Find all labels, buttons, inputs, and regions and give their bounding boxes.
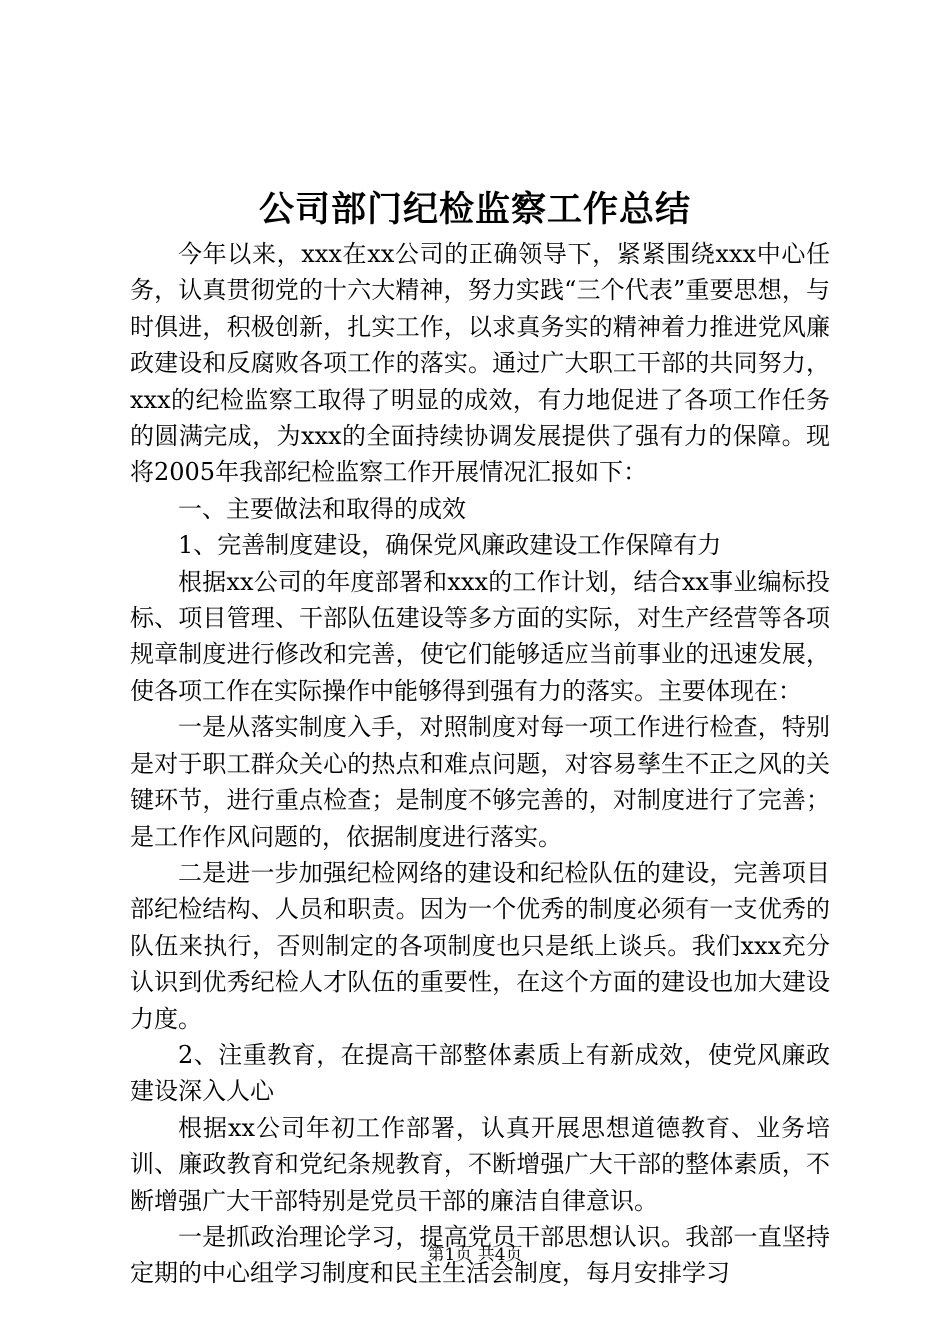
document-title: 公司部门纪检监察工作总结 bbox=[258, 189, 691, 230]
section-heading-1: 一、主要做法和取得的成效 bbox=[178, 494, 466, 523]
document-body bbox=[130, 236, 830, 1292]
paragraph-point-two: 二是进一步加强纪检网络的建设和纪检队伍的建设，完善项目部纪检结构、人员和职责。因为一个优秀的制度必须有一支优秀的队伍来执行，否则制定的各项制度也只是纸上谈兵。我们xxx充分认识到优秀纪检人才队伍的重要性，在这个方面的建设也加大建设力度。 bbox=[130, 858, 830, 1033]
subsection-heading-1: 1、完善制度建设，确保党风廉政建设工作保障有力 bbox=[178, 531, 722, 560]
subsection-heading-2: 2、注重教育，在提高干部整体素质上有新成效，使党风廉政建设深入人心 bbox=[130, 1040, 830, 1106]
paragraph-education: 根据xx公司年初工作部署，认真开展思想道德教育、业务培训、廉政教育和党纪条规教育，不断增强广大干部的整体素质，不断增强广大干部特别是党员干部的廉洁自律意识。 bbox=[130, 1113, 830, 1215]
paragraph-intro: 今年以来，xxx在xx公司的正确领导下，紧紧围绕xxx中心任务，认真贯彻党的十六大精神，努力实践“三个代表”重要思想，与时俱进，积极创新，扎实工作，以求真务实的精神着力推进党风廉政建设和反腐败各项工作的落实。通过广大职工干部的共同努力，xxx的纪检监察工取得了明显的成效，有力地促进了各项工作任务的圆满完成，为xxx的全面持续协调发展提供了强有力的保障。现将2005年我部纪检监察工作开展情况汇报如下： bbox=[130, 240, 830, 487]
paragraph-point-one: 一是从落实制度入手，对照制度对每一项工作进行检查，特别是对于职工群众关心的热点和难点问题，对容易孳生不正之风的关键环节，进行重点检查；是制度不够完善的，对制度进行了完善；是工作作风问题的，依据制度进行落实。 bbox=[130, 713, 830, 851]
page-number-footer: 第1页 共4页 bbox=[427, 1245, 523, 1265]
paragraph-system-building: 根据xx公司的年度部署和xxx的工作计划，结合xx事业编标投标、项目管理、干部队伍建设等多方面的实际，对生产经营等各项规章制度进行修改和完善，使它们能够适应当前事业的迅速发展，使各项工作在实际操作中能够得到强有力的落实。主要体现在： bbox=[130, 567, 830, 705]
paragraph-political-study: 一是抓政治理论学习，提高党员干部思想认识。我部一直坚持定期的中心组学习制度和民主生活会制度，每月安排学习 bbox=[130, 1222, 830, 1288]
